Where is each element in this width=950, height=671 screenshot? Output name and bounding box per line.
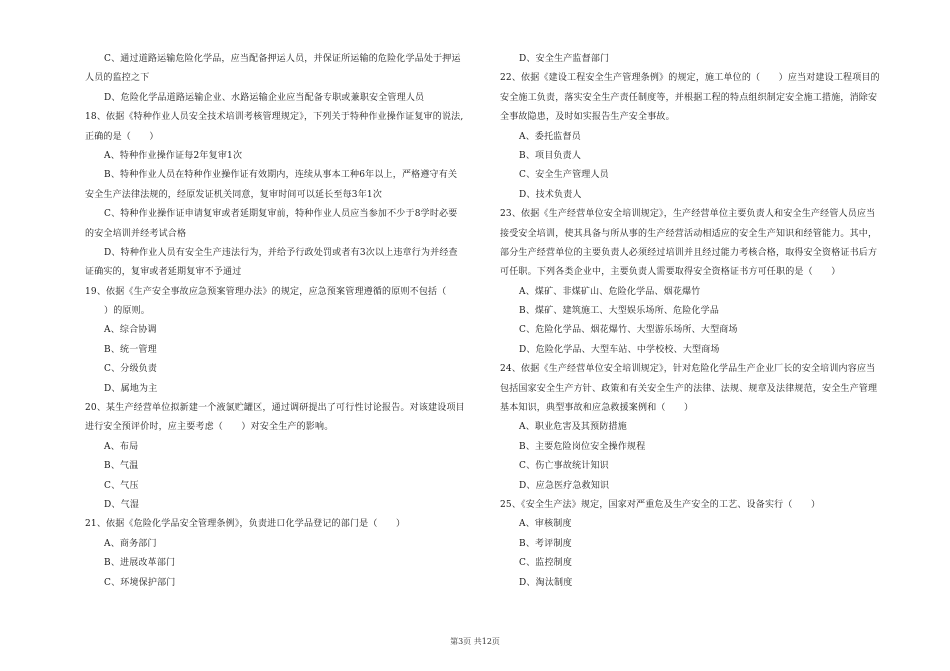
text-line: 正确的是（ ） (85, 131, 159, 142)
text-line: C、通过道路运输危险化学品，应当配备押运人员，并保证所运输的危险化学品处于押运 (104, 54, 461, 64)
text-line: C、伤亡事故统计知识 (519, 461, 609, 472)
text-line: 18、依据《特种作业人员安全技术培训考核管理规定》，下列关于特种作业操作证复审的说法, (85, 112, 464, 123)
text-line: 20、某生产经营单位拟新建一个液氯贮罐区，通过调研提出了可行性讨论报告。对该建设项目 (85, 403, 465, 414)
text-line: ）的原则。 (104, 306, 151, 317)
text-line: 22、依据《建设工程安全生产管理条例》的规定，施工单位的（ ）应当对建设工程项目的 (500, 73, 880, 84)
text-line: D、气湿 (104, 499, 140, 510)
text-line: 25、《安全生产法》规定，国家对严重危及生产安全的工艺、设备实行（ ） (500, 499, 821, 510)
text-line: A、职业危害及其预防措施 (519, 422, 627, 433)
text-line: B、主要危险岗位安全操作规程 (519, 441, 646, 452)
text-line: 23、依据《生产经营单位安全培训规定》，生产经营单位主要负责人和安全生产经管人员应当 (500, 209, 876, 220)
text-line: 19、依据《生产安全事故应急预案管理办法》的规定，应急预案管理遵循的原则不包括（ (85, 286, 447, 297)
text-line: A、综合协调 (104, 325, 157, 336)
text-line: D、特种作业人员有安全生产违法行为，并给予行政处罚或者有3次以上违章行为并经查 (104, 247, 458, 258)
text-line: 全事故隐患，及时如实报告生产安全事故。 (500, 112, 675, 123)
text-line: 基本知识，典型事故和应急救援案例和（ ） (500, 403, 694, 414)
text-line: 21、依据《危险化学品安全管理条例》，负责进口化学品登记的部门是（ ） (85, 519, 406, 530)
text-line: B、进展改革部门 (104, 558, 176, 569)
text-line: D、危险化学品、大型车站、中学校校、大型商场 (519, 344, 720, 355)
text-line: D、应急医疗急救知识 (519, 480, 610, 491)
text-line: A、商务部门 (104, 538, 157, 549)
text-line: D、危险化学品道路运输企业、水路运输企业应当配备专职或兼职安全管理人员 (104, 92, 425, 103)
text-line: C、特种作业操作证申请复审或者延期复审前，特种作业人员应当参加不少于8学时必要 (104, 209, 458, 220)
text-line: 进行安全预评价时，应主要考虑（ ）对安全生产的影响。 (85, 422, 334, 433)
text-line: 接受安全培训，使其具备与所从事的生产经营活动相适应的安全生产知识和经管能力。其中， (500, 228, 878, 239)
text-line: D、技术负责人 (519, 189, 582, 200)
page-footer: 第3页 共12页 (450, 637, 500, 646)
text-line: A、煤矿、非煤矿山、危险化学品、烟花爆竹 (519, 286, 701, 297)
text-line: B、特种作业人员在特种作业操作证有效期内，连续从事本工种6年以上，严格遵守有关 (104, 170, 458, 181)
left-column (85, 50, 490, 593)
text-line: C、危险化学品、烟花爆竹、大型游乐场所、大型商场 (519, 325, 738, 336)
text-line: 人员的监控之下 (85, 73, 150, 84)
text-line: 安全生产法律法规的，经原发证机关同意，复审时间可以延长至每3年1次 (85, 189, 383, 200)
text-line: C、监控制度 (519, 558, 573, 569)
text-line: 证确实的，复审或者延期复审不予通过 (85, 267, 242, 278)
text-line: C、分级负责 (104, 364, 158, 375)
text-line: B、气温 (104, 461, 139, 472)
text-line: A、审核制度 (519, 519, 572, 530)
text-line: C、安全生产管理人员 (519, 170, 609, 181)
text-line: B、项目负责人 (519, 150, 582, 161)
text-line: 可任职。下列各类企业中，主要负责人需要取得安全资格证书方可任职的是（ ） (500, 267, 841, 278)
text-line: A、委托监督员 (519, 131, 581, 142)
text-line: B、统一管理 (104, 344, 157, 355)
text-line: C、环境保护部门 (104, 577, 176, 588)
right-column (500, 50, 905, 593)
text-line: 的安全培训并经考试合格 (85, 228, 187, 239)
text-line: D、属地为主 (104, 383, 158, 394)
text-line: A、特种作业操作证每2年复审1次 (104, 150, 243, 161)
text-line: C、气压 (104, 480, 139, 491)
text-line: D、淘汰制度 (519, 577, 573, 588)
text-line: B、考评制度 (519, 538, 572, 549)
text-line: 部分生产经营单位的主要负责人必须经过培训并且经过能力考核合格，取得安全资格证书后方 (500, 247, 878, 258)
text-line: 24、依据《生产经营单位安全培训规定》，针对危险化学品生产企业厂长的安全培训内容应当 (500, 364, 876, 375)
text-line: A、布局 (104, 441, 139, 452)
text-line: B、煤矿、建筑施工、大型娱乐场所、危险化学品 (519, 306, 720, 317)
text-line: 安全施工负责，落实安全生产责任制度等，并根据工程的特点组织制定安全施工措施，消除安 (500, 92, 878, 103)
text-line: D、安全生产监督部门 (519, 54, 610, 64)
text-line: 包括国家安全生产方针、政策和有关安全生产的法律、法规、规章及法律规范，安全生产管理 (500, 383, 878, 394)
